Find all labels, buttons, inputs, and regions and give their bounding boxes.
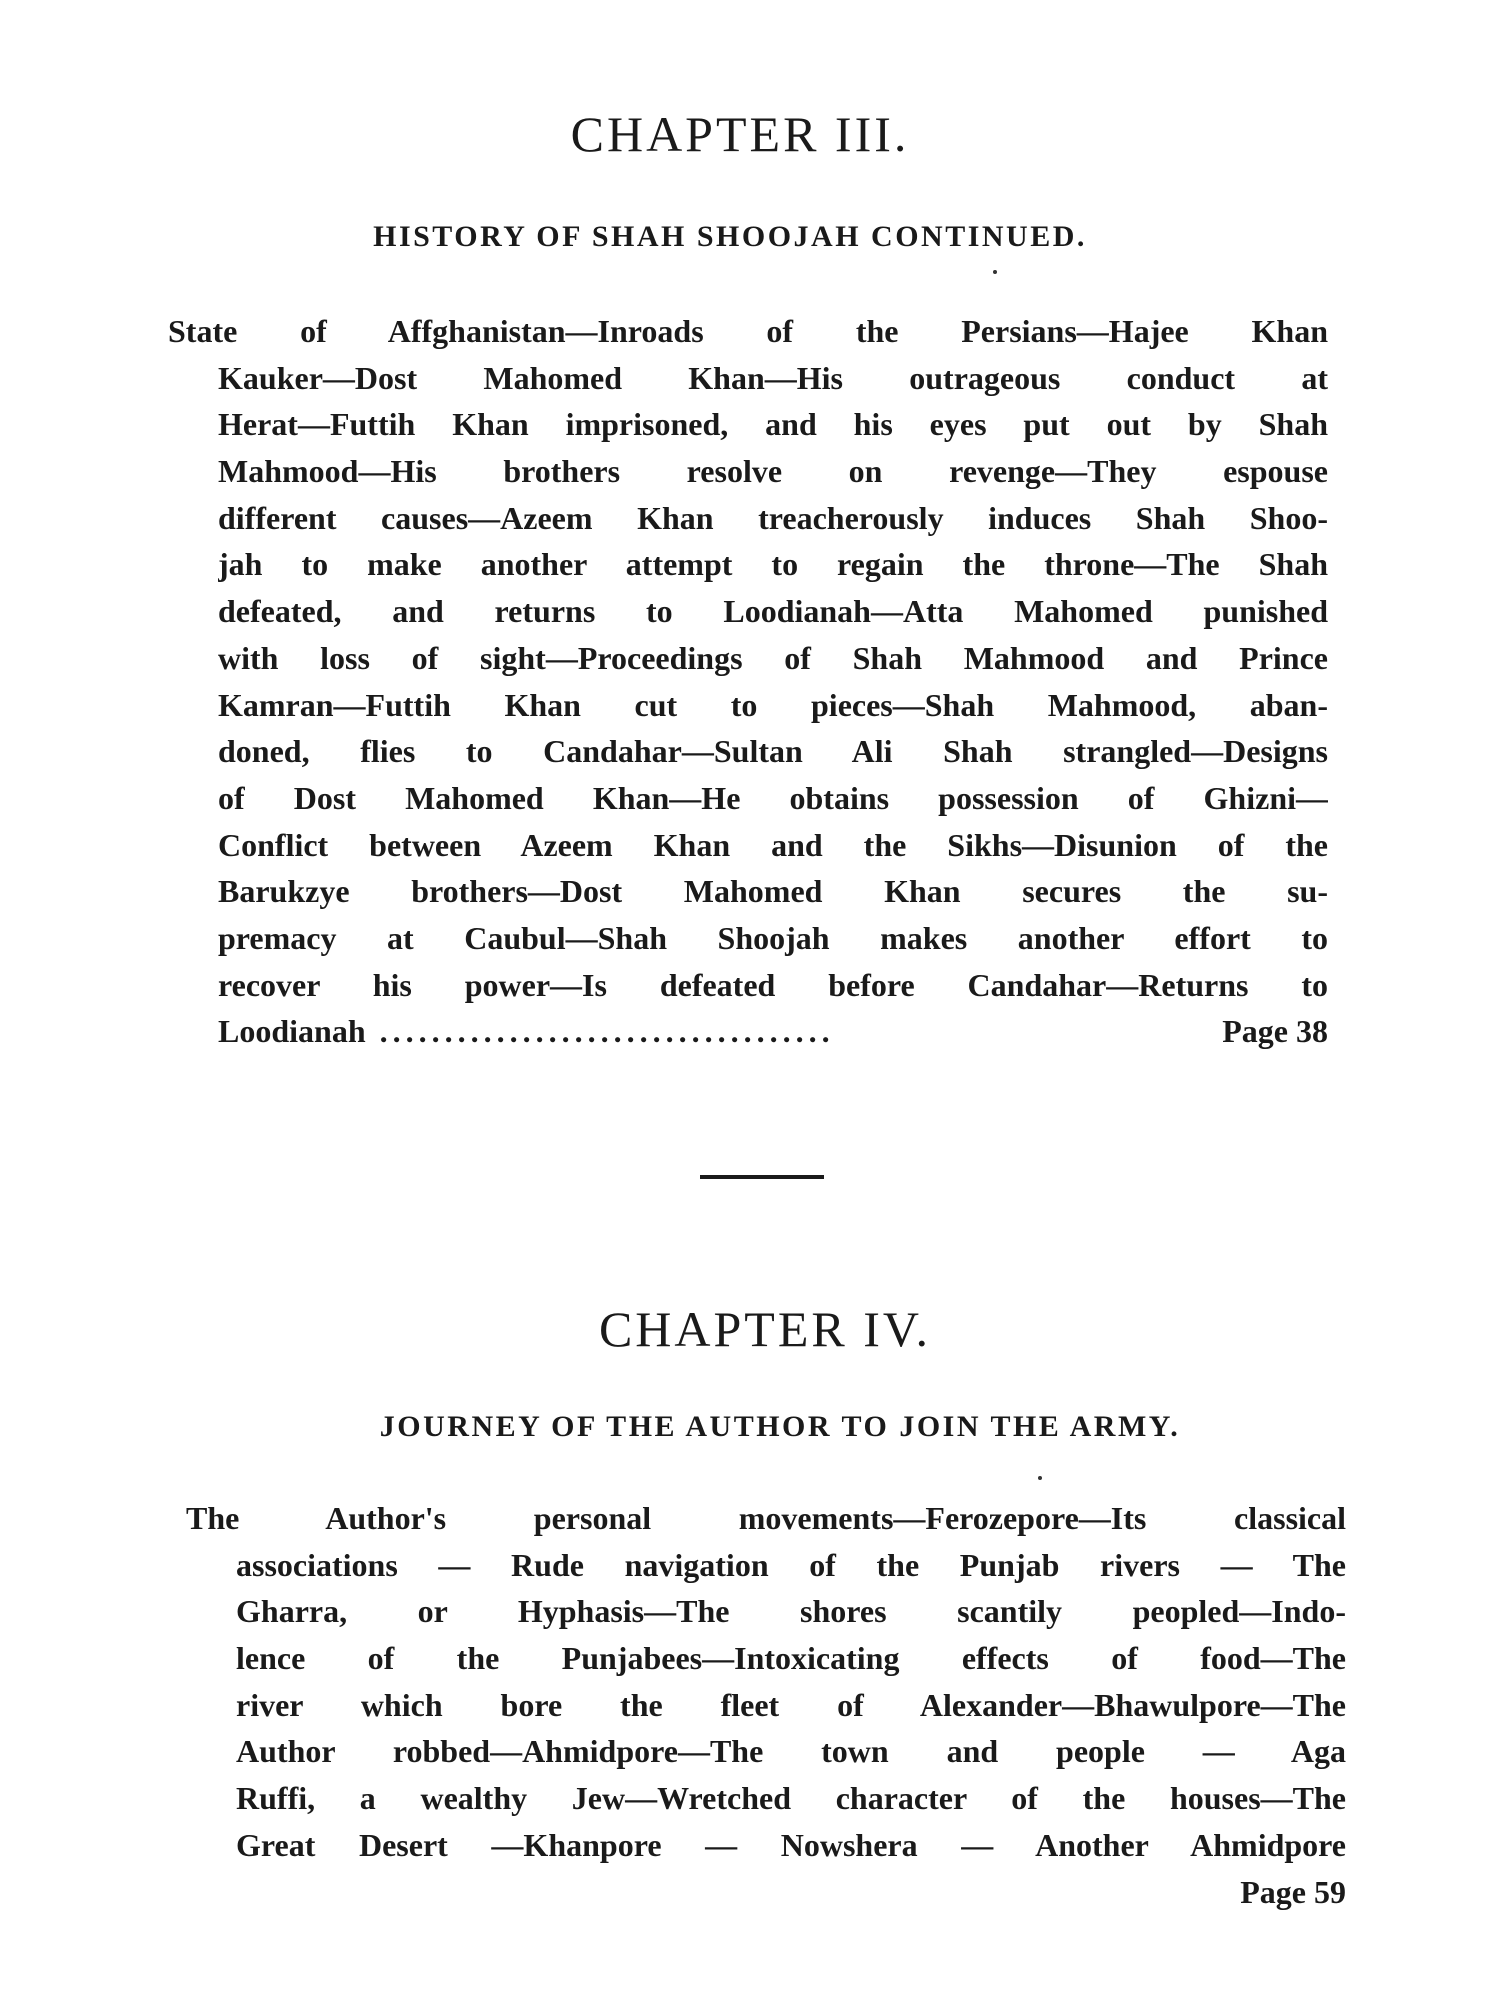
page-reference: Page 38 (1222, 1013, 1328, 1050)
summary-line: lence of the Punjabees—Intoxicating effects of food—The (236, 1640, 1346, 1677)
summary-line: jah to make another attempt to regain the throne—The Shah (218, 546, 1328, 583)
summary-line: Kauker—Dost Mahomed Khan—His outrageous conduct at (218, 359, 1328, 396)
section-divider (700, 1175, 824, 1179)
summary-line: Ruffi, a wealthy Jew—Wretched character of the houses—The (236, 1780, 1346, 1817)
summary-line: river which bore the fleet of Alexander—Bhawulpore—The (236, 1686, 1346, 1723)
summary-line: State of Affghanistan—Inroads of the Persians—Hajee Khan (168, 313, 1328, 349)
summary-line: The Author's personal movements—Ferozepore—Its classical (186, 1500, 1346, 1536)
summary-line-end: Loodianah (218, 1013, 366, 1050)
summary-line: with loss of sight—Proceedings of Shah Mahmood and Prince (218, 639, 1328, 676)
summary-line: Gharra, or Hyphasis—The shores scantily peopled—Indo- (236, 1593, 1346, 1630)
summary-line: Author robbed—Ahmidpore—The town and people — Aga (236, 1733, 1346, 1770)
summary-line: Barukzye brothers—Dost Mahomed Khan secures the su- (218, 873, 1328, 910)
chapter-4-title: CHAPTER IV. (598, 1301, 932, 1357)
chapter-4-subtitle: JOURNEY OF THE AUTHOR TO JOIN THE ARMY. (379, 1410, 1181, 1443)
summary-line: doned, flies to Candahar—Sultan Ali Shah strangled—Designs (218, 733, 1328, 770)
page-reference: Page 59 (1240, 1873, 1346, 1910)
summary-last-line (218, 1008, 1328, 1055)
chapter-4-summary (186, 1495, 1346, 1915)
summary-line: Conflict between Azeem Khan and the Sikhs—Disunion of the (218, 826, 1328, 863)
summary-line: Kamran—Futtih Khan cut to pieces—Shah Mahmood, aban- (218, 686, 1328, 723)
print-speck (1038, 1476, 1042, 1480)
chapter-3-title: CHAPTER III. (570, 106, 910, 162)
summary-line: Great Desert —Khanpore — Nowshera — Another Ahmidpore (236, 1826, 1346, 1863)
summary-line: different causes—Azeem Khan treacherously induces Shah Shoo- (218, 499, 1328, 536)
page-reference-row (186, 1869, 1346, 1916)
print-speck (993, 270, 997, 274)
summary-line: Herat—Futtih Khan imprisoned, and his eyes put out by Shah (218, 406, 1328, 443)
chapter-3-summary (168, 308, 1328, 1055)
summary-line: premacy at Caubul—Shah Shoojah makes another effort to (218, 919, 1328, 956)
dot-leader: ................................... (379, 1013, 835, 1050)
summary-line: associations — Rude navigation of the Punjab rivers — The (236, 1546, 1346, 1583)
summary-line: defeated, and returns to Loodianah—Atta Mahomed punished (218, 593, 1328, 630)
chapter-3-subtitle: HISTORY OF SHAH SHOOJAH CONTINUED. (373, 220, 1087, 253)
summary-line: Mahmood—His brothers resolve on revenge—They espouse (218, 453, 1328, 490)
summary-line: of Dost Mahomed Khan—He obtains possession of Ghizni— (218, 779, 1328, 816)
summary-line: recover his power—Is defeated before Candahar—Returns to (218, 966, 1328, 1003)
